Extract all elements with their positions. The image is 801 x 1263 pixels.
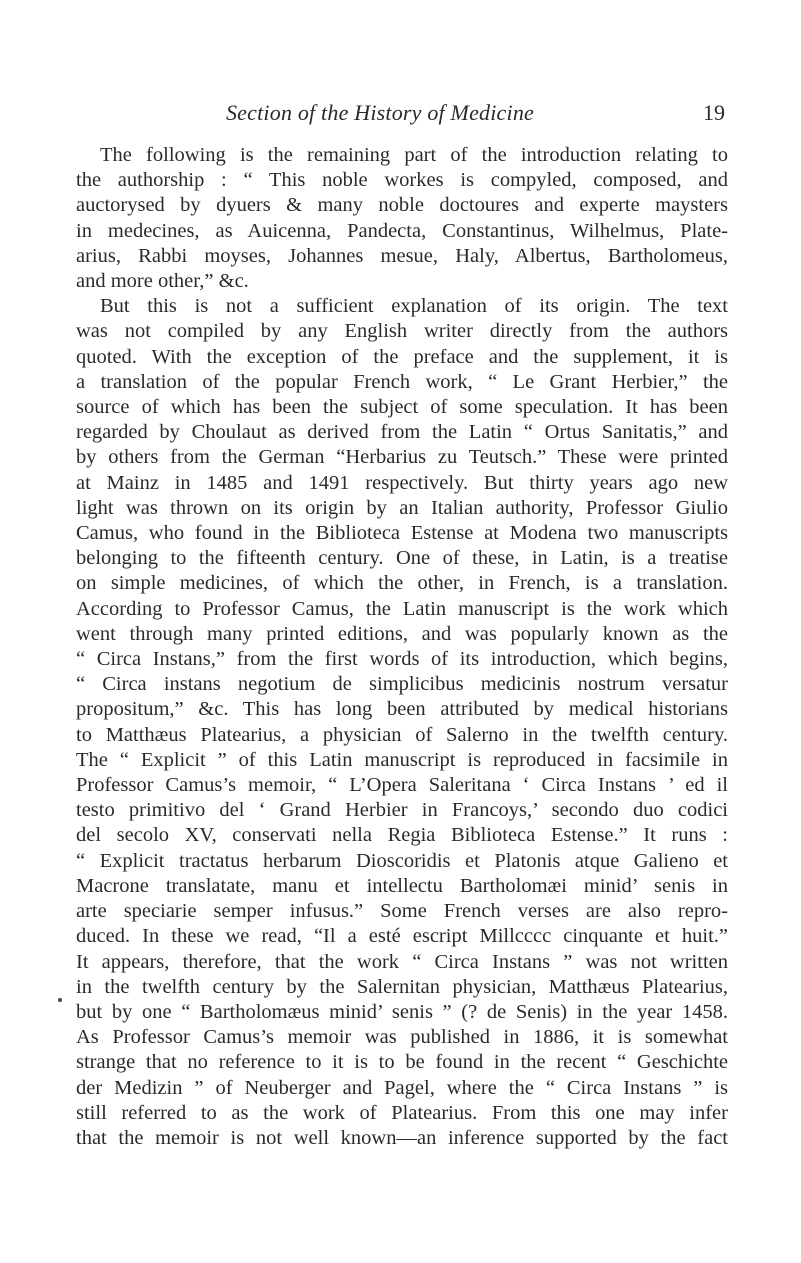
text-line: but by one “ Bartholomæus minid’ senis ” (? de Senis) in the year 1458.: [76, 1000, 728, 1023]
margin-mark: [58, 998, 62, 1002]
text-line: to Matthæus Platearius, a physician of Salerno in the twelfth century.: [76, 723, 728, 746]
text-line: went through many printed editions, and was popularly known as the: [76, 622, 728, 645]
text-line: quoted. With the exception of the preface and the supplement, it is: [76, 345, 728, 368]
text-line: The “ Explicit ” of this Latin manuscript is reproduced in facsimile in: [76, 748, 728, 771]
text-line: der Medizin ” of Neuberger and Pagel, where the “ Circa Instans ” is: [76, 1076, 728, 1099]
body-text: [76, 143, 728, 1151]
text-line: in the twelfth century by the Salernitan physician, Matthæus Platearius,: [76, 975, 728, 998]
text-line: According to Professor Camus, the Latin manuscript is the work which: [76, 597, 728, 620]
text-line: by others from the German “Herbarius zu Teutsch.” These were printed: [76, 446, 728, 469]
text-line: Professor Camus’s memoir, “ L’Opera Saleritana ‘ Circa Instans ’ ed il: [76, 774, 728, 797]
text-line: was not compiled by any English writer directly from the authors: [76, 320, 728, 343]
text-line: “ Explicit tractatus herbarum Dioscoridis et Platonis atque Galieno et: [76, 849, 728, 872]
text-line: The following is the remaining part of the introduction relating to: [100, 144, 728, 166]
text-line: But this is not a sufficient explanation of its origin. The text: [100, 295, 728, 318]
text-line: the authorship : “ This noble workes is compyled, composed, and: [76, 169, 728, 192]
text-line: belonging to the fifteenth century. One of these, in Latin, is a treatise: [76, 547, 728, 570]
text-line: and more other,” &c.: [76, 270, 249, 293]
text-line: arius, Rabbi moyses, Johannes mesue, Haly, Albertus, Bartholomeus,: [76, 244, 728, 267]
text-line: auctorysed by dyuers & many noble doctoures and experte maysters: [76, 194, 728, 217]
text-line: As Professor Camus’s memoir was published in 1886, it is somewhat: [76, 1026, 728, 1049]
running-head: Section of the History of Medicine: [225, 100, 534, 125]
text-line: Camus, who found in the Biblioteca Estense at Modena two manuscripts: [76, 522, 728, 545]
text-line: testo primitivo del ‘ Grand Herbier in Francoys,’ secondo duo codici: [76, 799, 728, 822]
text-line: source of which has been the subject of some speculation. It has been: [76, 396, 728, 419]
page-number: 19: [703, 100, 725, 125]
text-line: a translation of the popular French work, “ Le Grant Herbier,” the: [76, 370, 728, 393]
text-line: in medecines, as Auicenna, Pandecta, Constantinus, Wilhelmus, Plate-: [76, 219, 728, 242]
text-line: duced. In these we read, “Il a esté escript Millcccc cinquante et huit.”: [76, 925, 728, 948]
text-line: at Mainz in 1485 and 1491 respectively. But thirty years ago new: [76, 471, 728, 494]
text-line: on simple medicines, of which the other, in French, is a translation.: [76, 572, 728, 595]
text-line: Macrone translatate, manu et intellectu Bartholomæi minid’ senis in: [76, 874, 728, 897]
text-line: regarded by Choulaut as derived from the Latin “ Ortus Sanitatis,” and: [76, 421, 728, 444]
text-line: still referred to as the work of Platearius. From this one may infer: [76, 1101, 728, 1124]
text-line: “ Circa instans negotium de simplicibus medicinis nostrum versatur: [76, 673, 728, 696]
text-line: del secolo XV, conservati nella Regia Biblioteca Estense.” It runs :: [76, 824, 728, 847]
text-line: “ Circa Instans,” from the first words of its introduction, which begins,: [76, 648, 728, 671]
text-line: strange that no reference to it is to be found in the recent “ Geschichte: [76, 1051, 728, 1074]
text-line: arte speciarie semper infusus.” Some French verses are also repro-: [76, 900, 728, 923]
text-line: light was thrown on its origin by an Italian authority, Professor Giulio: [76, 496, 728, 519]
text-line: that the memoir is not well known—an inference supported by the fact: [76, 1126, 728, 1149]
text-line: It appears, therefore, that the work “ Circa Instans ” was not written: [76, 950, 728, 973]
text-line: propositum,” &c. This has long been attributed by medical historians: [76, 698, 728, 721]
